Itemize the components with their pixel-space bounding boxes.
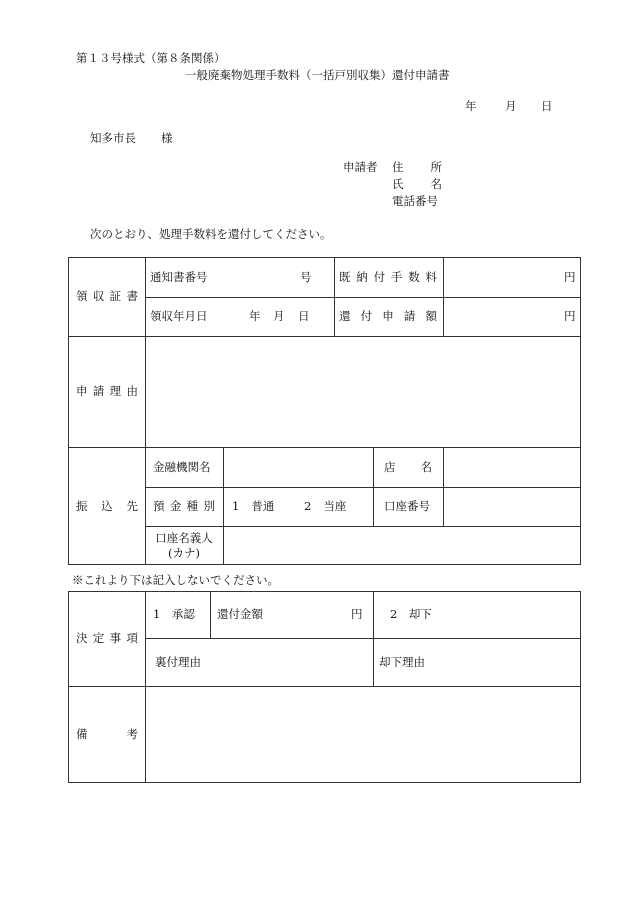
refund-total-label: 還付金額 <box>217 607 263 622</box>
endorse-reason-label: 裏付理由 <box>155 654 201 669</box>
reason-section-label: 申 請 理 由 <box>76 384 138 399</box>
refund-amount-label: 還 付 申 請 額 <box>339 309 437 324</box>
intro-text: 次のとおり、処理手数料を還付してください。 <box>90 227 332 241</box>
date-year-label: 年 <box>465 99 477 113</box>
notice-number-unit: 号 <box>300 269 312 284</box>
account-holder-field[interactable] <box>225 528 579 563</box>
do-not-fill-notice: ※これより下は記入しないでください。 <box>72 573 279 587</box>
applicant-label: 申請者 <box>343 160 378 174</box>
form-number: 第１３号様式（第８条関係） <box>76 51 226 65</box>
decision-section-label: 決 定 事 項 <box>76 631 138 646</box>
reject-label: 2 却下 <box>390 607 432 622</box>
honorific: 様 <box>161 131 173 145</box>
notice-number-label: 通知書番号 <box>150 269 208 284</box>
receipt-day-label: 日 <box>298 309 310 324</box>
name-label: 氏 名 <box>392 177 442 191</box>
transfer-section-label: 振 込 先 <box>76 498 138 513</box>
refund-amount-yen: 円 <box>564 309 576 324</box>
bank-name-field[interactable] <box>225 449 371 485</box>
branch-name-field[interactable] <box>445 449 579 485</box>
address-label: 住 所 <box>392 160 442 174</box>
paid-fee-field[interactable] <box>445 259 555 295</box>
refund-total-yen: 円 <box>351 607 363 622</box>
page-title: 一般廃棄物処理手数料（一括戸別収集）還付申請書 <box>185 68 450 82</box>
receipt-year-label: 年 <box>249 309 261 324</box>
date-month-label: 月 <box>505 99 517 113</box>
paid-fee-yen: 円 <box>564 269 576 284</box>
date-day-label: 日 <box>541 99 553 113</box>
branch-name-label: 店 名 <box>384 459 432 474</box>
deposit-option-current[interactable]: 2 当座 <box>304 499 347 514</box>
remarks-section-label: 備 考 <box>76 727 138 742</box>
approve-label: 1 承認 <box>153 607 195 622</box>
deposit-type-label: 預 金 種 別 <box>153 499 215 514</box>
bank-name-label: 金融機関名 <box>153 459 211 474</box>
remarks-field[interactable] <box>147 688 579 781</box>
reject-reason-label: 却下理由 <box>379 654 425 669</box>
receipt-month-label: 月 <box>273 309 285 324</box>
receipt-date-label: 領収年月日 <box>150 309 208 324</box>
account-number-label: 口座番号 <box>384 499 430 514</box>
deposit-option-ordinary[interactable]: 1 普通 <box>232 499 275 514</box>
reason-field[interactable] <box>147 338 579 445</box>
addressee: 知多市長 <box>90 131 136 145</box>
phone-label: 電話番号 <box>392 194 438 208</box>
account-number-field[interactable] <box>445 489 579 524</box>
receipt-section-label: 領 収 証 書 <box>76 289 138 304</box>
account-holder-label: 口座名義人 (カナ) <box>155 531 213 560</box>
paid-fee-label: 既 納 付 手 数 料 <box>339 269 437 284</box>
